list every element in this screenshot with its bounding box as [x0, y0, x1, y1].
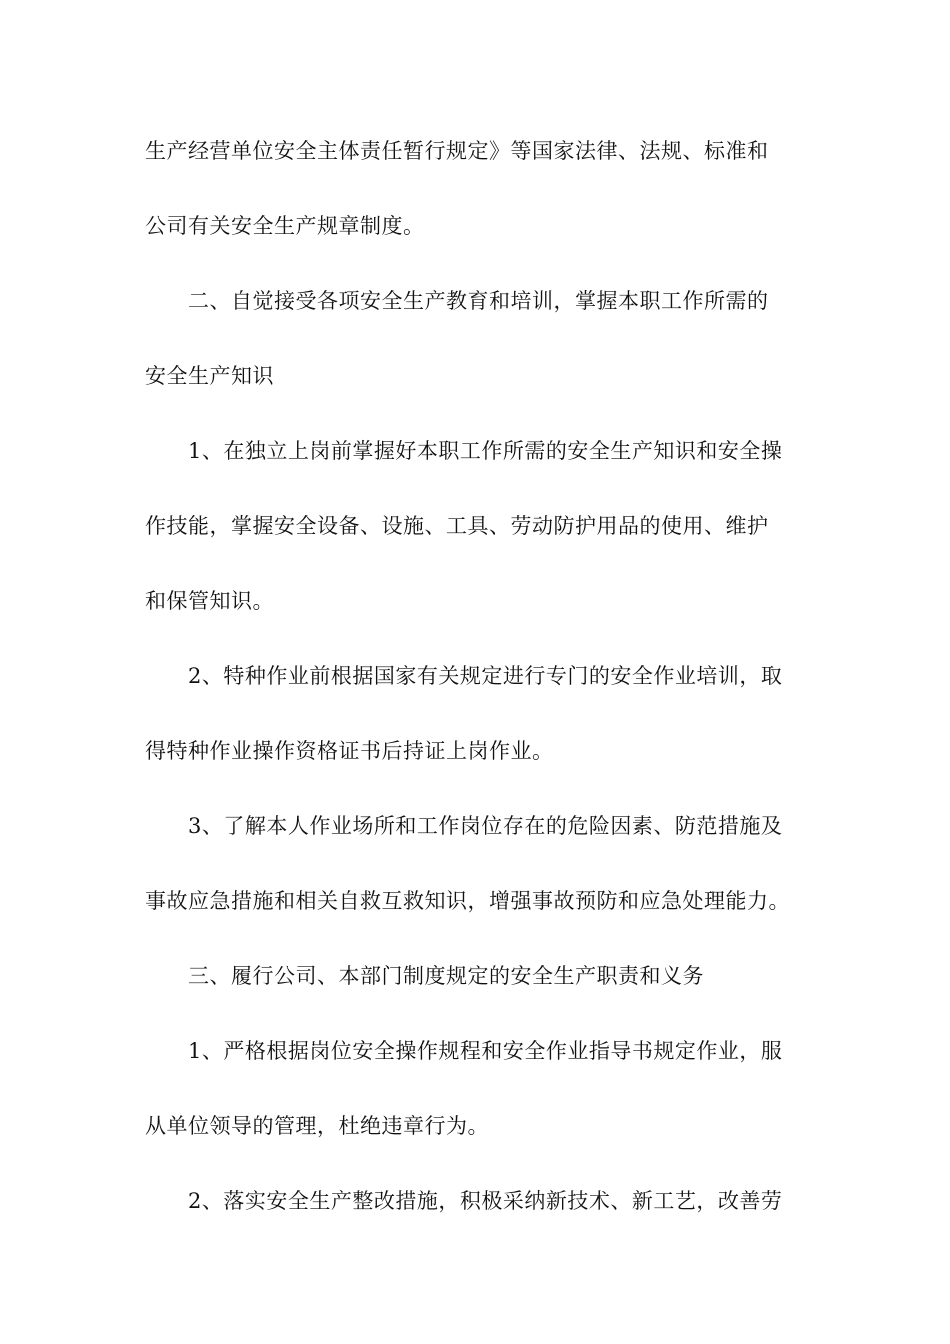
list-item-2-3: 3、了解本人作业场所和工作岗位存在的危险因素、防范措施及	[188, 814, 783, 838]
text-line-1: 生产经营单位安全主体责任暂行规定》等国家法律、法规、标准和	[145, 139, 769, 163]
list-item-2-1: 1、在独立上岗前掌握好本职工作所需的安全生产知识和安全操	[188, 439, 783, 463]
text-line-14: 从单位领导的管理，杜绝违章行为。	[145, 1114, 489, 1138]
text-line-9: 得特种作业操作资格证书后持证上岗作业。	[145, 739, 554, 763]
text-line-6: 作技能，掌握安全设备、设施、工具、劳动防护用品的使用、维护	[145, 514, 769, 538]
text-line-4: 安全生产知识	[145, 364, 274, 388]
text-line-2: 公司有关安全生产规章制度。	[145, 214, 425, 238]
section-heading-3: 三、履行公司、本部门制度规定的安全生产职责和义务	[188, 964, 704, 988]
section-heading-2: 二、自觉接受各项安全生产教育和培训，掌握本职工作所需的	[188, 289, 769, 313]
text-line-7: 和保管知识。	[145, 589, 274, 613]
text-line-11: 事故应急措施和相关自救互救知识，增强事故预防和应急处理能力。	[145, 889, 790, 913]
list-item-3-1: 1、严格根据岗位安全操作规程和安全作业指导书规定作业，服	[188, 1039, 783, 1063]
list-item-3-2: 2、落实安全生产整改措施，积极采纳新技术、新工艺，改善劳	[188, 1189, 783, 1213]
list-item-2-2: 2、特种作业前根据国家有关规定进行专门的安全作业培训，取	[188, 664, 783, 688]
